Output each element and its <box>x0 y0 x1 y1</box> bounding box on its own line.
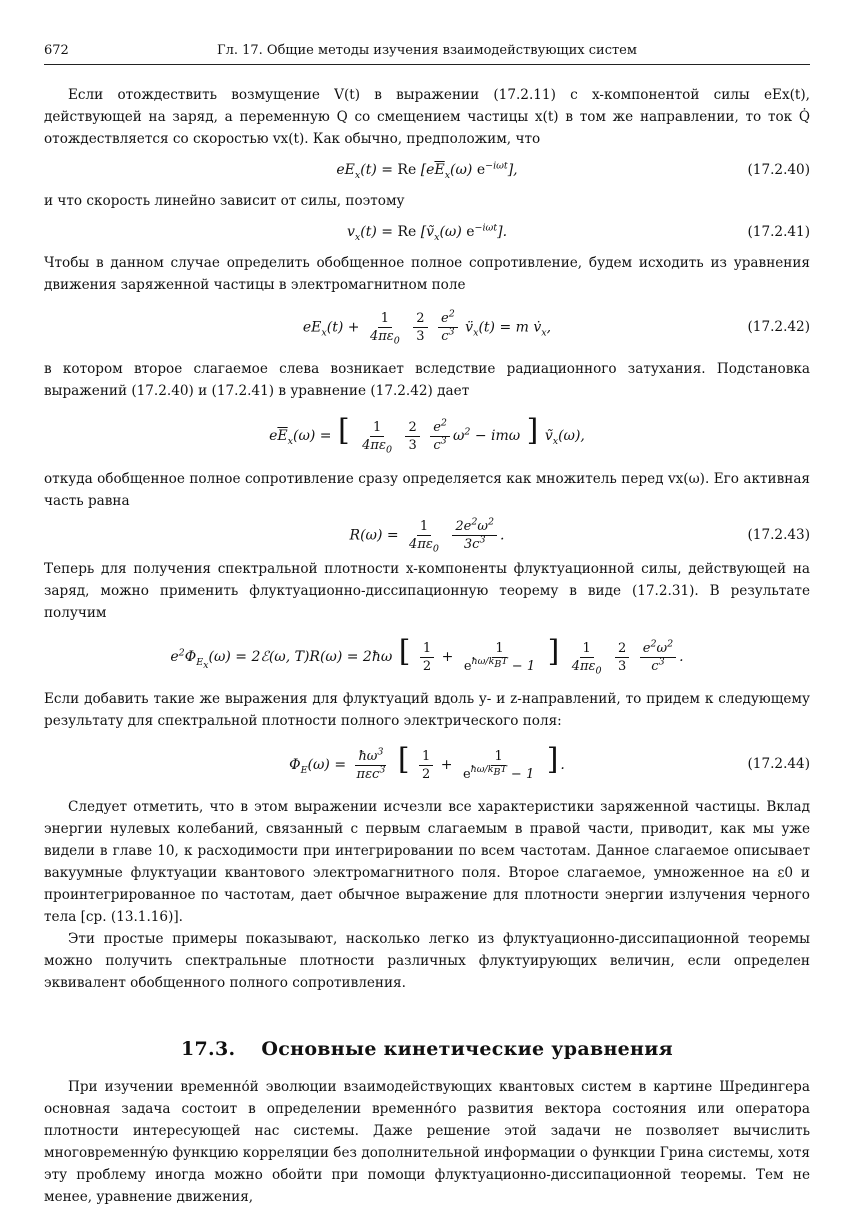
section-number: 17.3. <box>181 1038 236 1060</box>
equation-unnumbered-1: $e\overline{E}_x(\omega)$ = [ $\frac{1}{4\pi\varepsilon_0}$ $\frac{2}{3}$ $\frac{e^2}{c^3}$ $\omega^2 - im\omega$ ] ṽ$_x$(ω), <box>269 413 585 456</box>
equation-number: (17.2.40) <box>747 162 810 178</box>
paragraph: в котором второе слагаемое слева возникает вследствие радиационного затухания. Подстановка выражений (17.2.40) и (17.2.41) в уравнение (17.2.42) дает <box>44 361 810 399</box>
paragraph: Теперь для получения спектральной плотности x-компоненты флуктуационной силы, действующей на заряд, можно применить флуктуационно-диссипационную теорему в виде (17.2.31). В результате получим <box>44 561 810 621</box>
equation-17-2-40: $eE_x(t) = Re$ [$e\overline{E}_x(\omega)$ $e^{-i\omega t}$], (17.2.40) <box>336 160 810 181</box>
equation-number: (17.2.43) <box>747 527 810 543</box>
equation-17-2-43: R(ω) = $\frac{1}{4\pi\varepsilon_0}$ $\frac{2e^2\omega^2}{3c^3}$ . (17.2.43) <box>349 516 810 555</box>
equation-17-2-42: $eE_x(t)$ + $\frac{1}{4\pi\varepsilon_0}$ $\frac{2}{3}$ $\frac{e^2}{c^3}$ $v̈_x(t) = m$ $v̇_x$, (17.2.42) <box>302 308 810 347</box>
page-number: 672 <box>44 43 69 58</box>
paragraph: Если отождествить возмущение V(t) в выражении (17.2.11) с x-компонентой силы eEx(t), действующей на заряд, а переменную Q со смещением частицы x(t) в том же направлении, то ток Q̇ отождествляется со скоростью vx(t). Как обычно, предположим, что <box>44 87 810 147</box>
section-title: Основные кинетические уравнения <box>261 1038 673 1060</box>
paragraph: Чтобы в данном случае определить обобщенное полное сопротивление, будем исходить из уравнения движения заряженной частицы в электромагнитном поле <box>44 255 810 293</box>
page-body <box>44 84 810 1208</box>
equation-number: (17.2.41) <box>747 224 810 240</box>
paragraph: и что скорость линейно зависит от силы, поэтому <box>44 193 405 209</box>
paragraph: откуда обобщенное полное сопротивление сразу определяется как множитель перед vx(ω). Его активная часть равна <box>44 471 810 509</box>
paragraph: При изучении временно́й эволюции взаимодействующих квантовых систем в картине Шредингера основная задача состоит в определении временно́го развития вектора состояния или оператора плотности интересующей нас системы. Даже решение этой задачи не позволяет вычислить многовременну́ю функцию корреляции без дополнительной информации о функции Грина системы, хотя эту проблему иногда можно обойти при помощи флуктуационно-диссипационной теоремы. Тем не менее, уравнение движения, <box>44 1079 810 1205</box>
equation-unnumbered-2: $e^2\Phi_{E_x}(\omega)$ = 2ℰ(ω, T)R(ω) = 2ħω [ $\frac{1}{2}$ + $\frac{1}{e^{ħ\omega/k_BT} - 1}$ ] $\frac{1}{4\pi\varepsilon_0}$ $\frac{2}{3}$ $\frac{e^2\omega^2}{c^3}$ . <box>170 634 684 677</box>
equation-17-2-44: $\Phi_E(\omega)$ = $\frac{ħ\omega^3}{\pi\varepsilon c^3}$ [ $\frac{1}{2}$ + $\frac{1}{e^{ħ\omega/k_BT} - 1}$ ] . (17.2.44) <box>289 742 810 782</box>
paragraph: Следует отметить, что в этом выражении исчезли все характеристики заряженной частицы. Вклад энергии нулевых колебаний, связанный с первым слагаемым в правой части, приводит, как мы уже видели в главе 10, к расходимости при интегрировании по всем частотам. Данное слагаемое описывает вакуумные флуктуации квантового электромагнитного поля. Второе слагаемое, умноженное на ε0 и проинтегрированное по частотам, дает обычное выражение для плотности энергии излучения черного тела [ср. (13.1.16)]. <box>44 799 810 925</box>
equation-number: (17.2.42) <box>747 319 810 335</box>
running-title: Гл. 17. Общие методы изучения взаимодействующих систем <box>217 43 637 58</box>
section-heading <box>44 1038 810 1060</box>
paragraph: Если добавить такие же выражения для флуктуаций вдоль y- и z-направлений, то придем к следующему результату для спектральной плотности полного электрического поля: <box>44 691 810 729</box>
equation-number: (17.2.44) <box>747 756 810 772</box>
page-header <box>44 42 810 65</box>
equation-17-2-41: $v_x(t) = Re$ [ṽ$_x$(ω) $e^{-i\omega t}$]. (17.2.41) <box>346 222 810 243</box>
paragraph: Эти простые примеры показывают, насколько легко из флуктуационно-диссипационной теоремы можно получить спектральные плотности различных флуктуирующих величин, если определен эквивалент обобщенного полного сопротивления. <box>44 931 810 991</box>
